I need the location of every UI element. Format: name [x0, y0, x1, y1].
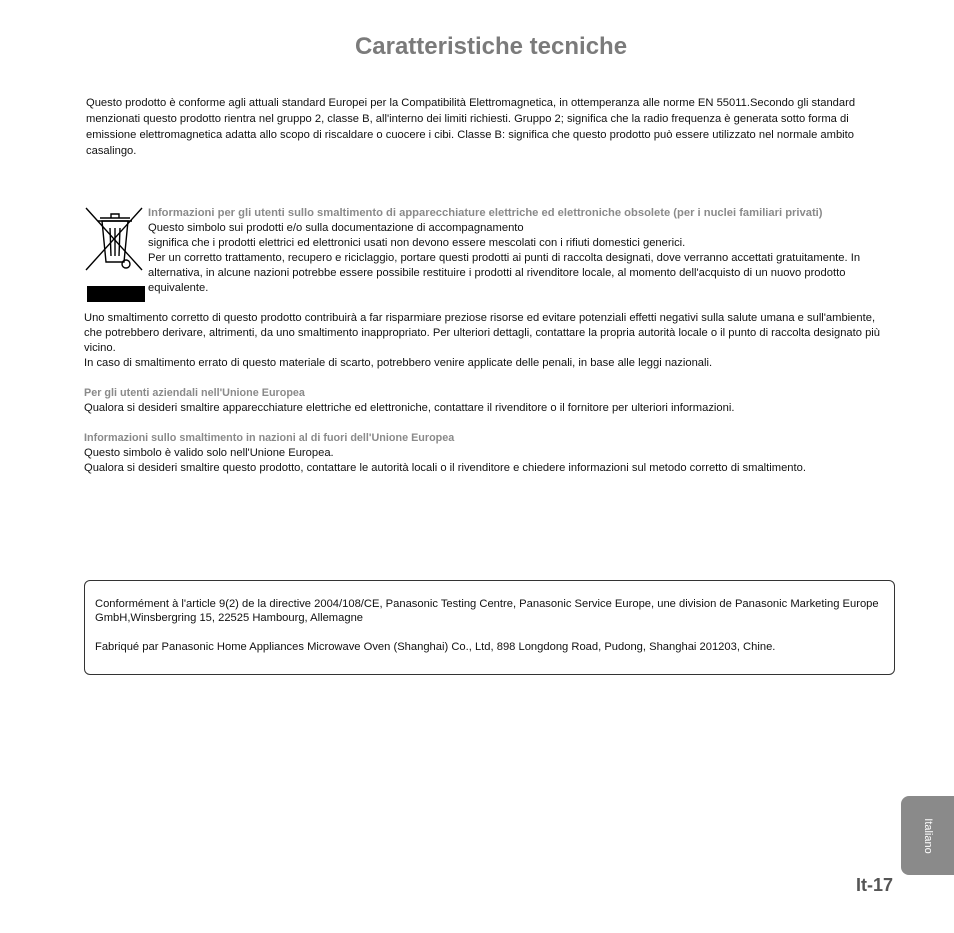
- weee-line-2: significa che i prodotti elettrici ed elettronici usati non devono essere mescolati con i rifiuti domestici generici.: [148, 237, 686, 249]
- manufacturer-info-box: [84, 580, 895, 675]
- page-number: It-17: [856, 875, 894, 895]
- business-users-section: [84, 386, 889, 416]
- outside-eu-section: [84, 431, 889, 476]
- weee-paragraph-2: Uno smaltimento corretto di questo prodotto contribuirà a far risparmiare preziose risorse ed evitare potenziali effetti negativi sulla salute umana e sull'ambiente, che potrebbero derivare, altrimenti, da uno smaltimento inappropriato. Per ulteriori dettagli, contattare la propria autorità locale o il punto di raccolta designato più vicino.: [84, 312, 881, 354]
- authorised-representative-text: Conformément à l'article 9(2) de la directive 2004/108/CE, Panasonic Testing Centre, Panasonic Service Europe, une division de Panasonic Marketing Europe GmbH,Winsbergring 15, 22525 Hambourg, Allemagne: [95, 598, 879, 624]
- language-tab-label: Italiano: [921, 817, 934, 854]
- crossed-out-wheelie-bin-icon: [84, 206, 146, 272]
- outside-eu-line-2: Qualora si desideri smaltire questo prodotto, contattare le autorità locali o il rivenditore e chiedere informazioni sul metodo corretto di smaltimento.: [84, 462, 806, 474]
- emc-compliance-paragraph: Questo prodotto è conforme agli attuali standard Europei per la Compatibilità Elettromagnetica, in ottemperanza alle norme EN 55011.Secondo gli standard menzionati questo prodotto rientra nel gruppo 2, classe B, all'interno dei limiti richiesti. Gruppo 2; significa che la radio frequenza è generata sotto forma di emissione elettromagnetica adatta allo scopo di riscaldare o cuocere i cibi. Classe B: significa che questo prodotto può essere utilizzato nel normale ambito casalingo.: [86, 97, 856, 157]
- weee-line-3: Per un corretto trattamento, recupero e riciclaggio, portare questi prodotti ai punti di raccolta designati, dove verranno accettati gratuitamente. In alternativa, in alcune nazioni potrebbe essere possibile restituire i prodotti al rivenditore locale, al momento dell'acquisto di un nuovo prodotto equivalente.: [148, 252, 861, 294]
- weee-text-block: [148, 206, 868, 296]
- business-text: Qualora si desideri smaltire apparecchiature elettriche ed elettroniche, contattare il rivenditore o il fornitore per ulteriori informazioni.: [84, 402, 735, 414]
- outside-eu-line-1: Questo simbolo è valido solo nell'Unione Europea.: [84, 447, 334, 459]
- weee-line-1: Questo simbolo sui prodotti e/o sulla documentazione di accompagnamento: [148, 222, 524, 234]
- language-side-tab: [901, 796, 954, 875]
- weee-paragraph-3: In caso di smaltimento errato di questo materiale di scarto, potrebbero venire applicate delle penali, in base alle leggi nazionali.: [84, 357, 713, 369]
- page-title: Caratteristiche tecniche: [354, 33, 628, 60]
- outside-eu-heading: Informazioni sullo smaltimento in nazioni al di fuori dell'Unione Europea: [84, 432, 455, 444]
- business-heading: Per gli utenti aziendali nell'Unione Europea: [84, 387, 305, 399]
- weee-heading: Informazioni per gli utenti sullo smaltimento di apparecchiature elettriche ed elettroniche obsolete (per i nuclei familiari privati): [148, 207, 823, 219]
- black-bar: [87, 286, 145, 302]
- manufacturer-text: Fabriqué par Panasonic Home Appliances Microwave Oven (Shanghai) Co., Ltd, 898 Longdong Road, Pudong, Shanghai 201203, Chine.: [95, 641, 776, 653]
